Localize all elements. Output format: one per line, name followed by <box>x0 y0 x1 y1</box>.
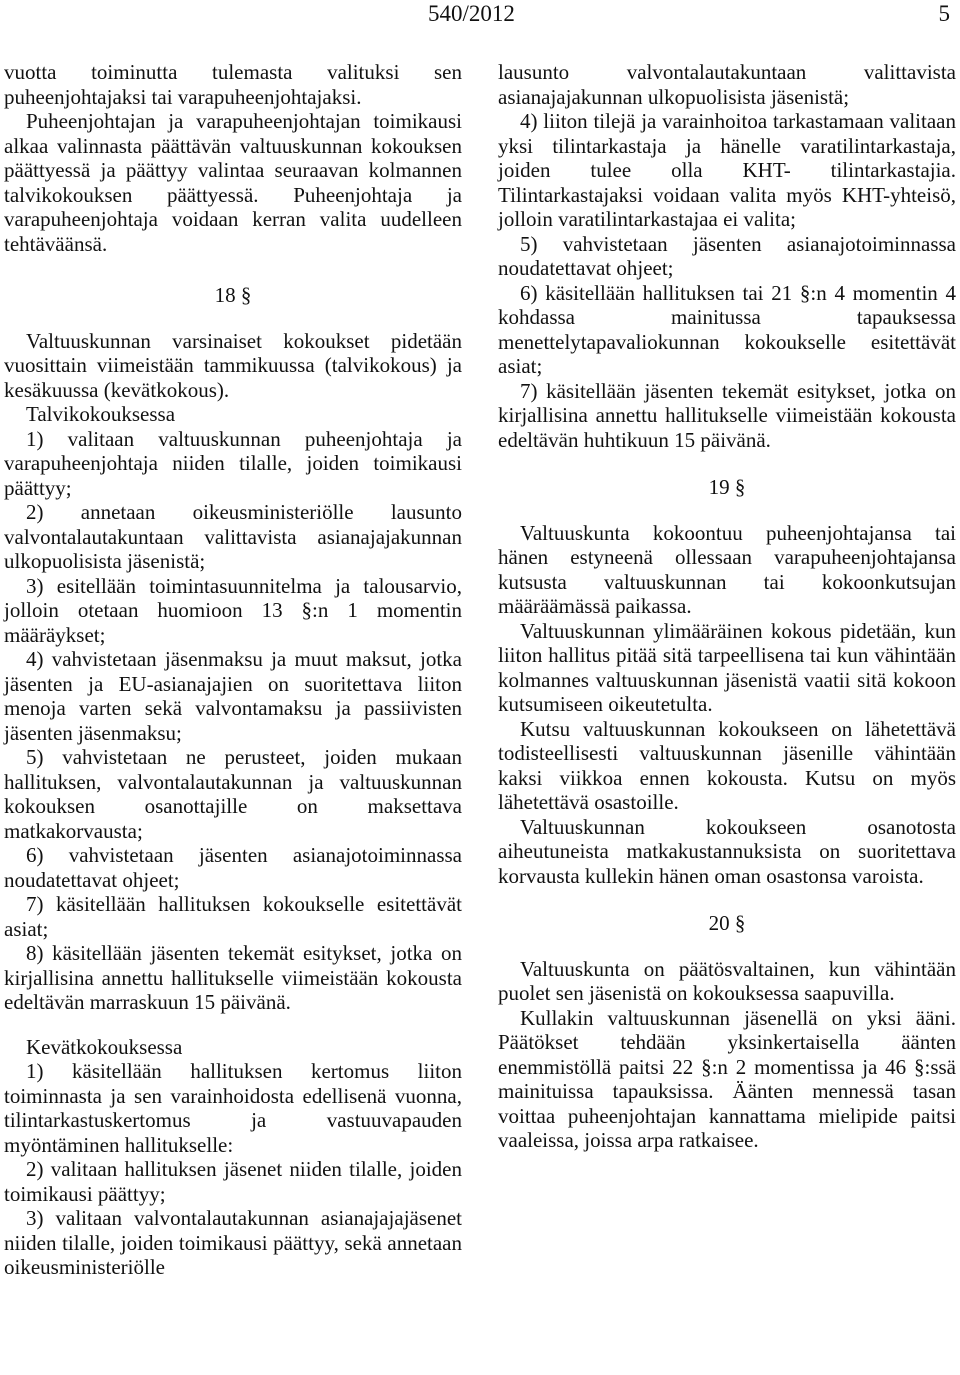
list-item: 2) valitaan hallituksen jäsenet niiden tilalle, joiden toimikausi päättyy; <box>4 1157 462 1206</box>
list-item: 1) käsitellään hallituksen kertomus liiton toiminnasta ja sen varainhoidosta edellisenä vuonna, tilintarkastuskertomus ja vastuuvapauden myöntäminen hallitukselle: <box>4 1059 462 1157</box>
right-column <box>498 60 956 1153</box>
list-item: 5) vahvistetaan ne perusteet, joiden mukaan hallituksen, valvontalautakunnan ja valtuuskunnan kokouksen osanottajille on maksettava matkakorvausta; <box>4 745 462 843</box>
list-item: 3) valitaan valvontalautakunnan asianajajajäsenet niiden tilalle, joiden toimikausi päättyy, sekä annetaan oikeusministeriölle <box>4 1206 462 1279</box>
list-item: 6) käsitellään hallituksen tai 21 §:n 4 momentin 4 kohdassa mainitussa tapauksessa menettelytapavaliokunnan kokoukselle esitettävät asiat; <box>498 280 956 378</box>
list-item: 7) käsitellään jäsenten tekemät esitykset, jotka on kirjallisina annettu hallitukselle viimeistään kokousta edeltävän huhtikuun 15 päivänä. <box>498 378 956 452</box>
paragraph: Valtuuskunta on päätösvaltainen, kun vähintään puolet sen jäsenistä on kokouksessa saapuvilla. <box>498 956 956 1005</box>
list-item: 8) käsitellään jäsenten tekemät esitykset, jotka on kirjallisina annettu hallitukselle viimeistään kokousta edeltävän marraskuun 15 päivänä. <box>4 941 462 1014</box>
paragraph: Valtuuskunnan ylimääräinen kokous pidetään, kun liiton hallitus pitää sitä tarpeellisena tai kun vähintään kolmannes valtuuskunnan jäsenistä vaatii sitä kokoon kutsumiseen oikeutetulta. <box>498 618 956 716</box>
paragraph: Kevätkokouksessa <box>26 1034 183 1059</box>
page-number: 5 <box>938 1 950 26</box>
list-item: 1) valitaan valtuuskunnan puheenjohtaja ja varapuheenjohtaja niiden tilalle, joiden toimikausi päättyy; <box>4 426 462 500</box>
paragraph: Puheenjohtajan ja varapuheenjohtajan toimikausi alkaa valinnasta päättävän valtuuskunnan kokouksen päättyessä ja päättyy valintaa seuraavan kolmannen talvikokouksen päättyessä. Puheenjohtaja ja varapuheenjohtaja voidaan kerran valita uudelleen tehtäväänsä. <box>4 109 462 256</box>
paragraph: Valtuuskunta kokoontuu puheenjohtajansa tai hänen estyneenä ollessaan varapuheenjohtajansa kutsusta valtuuskunnan tai kokoonkutsujan määräämässä paikassa. <box>498 520 956 618</box>
paragraph: Kutsu valtuuskunnan kokoukseen on lähetettävä todisteellisesti valtuuskunnan jäsenille vähintään kaksi viikkoa ennen kokousta. Kutsu on myös lähetettävä osastoille. <box>498 716 956 814</box>
paragraph: vuotta toiminutta tulemasta valituksi sen puheenjohtajaksi tai varapuheenjohtajaksi. <box>4 60 462 109</box>
list-item: 2) annetaan oikeusministeriölle lausunto valvontalautakuntaan valittavista asianajajakunnan ulkopuolisista jäsenistä; <box>4 500 462 573</box>
list-item: 4) vahvistetaan jäsenmaksu ja muut maksut, jotka jäsenten ja EU-asianajajien on suoritettava liiton menoja varten sekä valvontamaksu ja passiivisten jäsenten jäsenmaksu; <box>4 647 462 745</box>
list-item: 7) käsitellään hallituksen kokoukselle esitettävät asiat; <box>4 892 462 941</box>
section-heading-20: 20 § <box>708 911 746 935</box>
list-item: 3) esitellään toimintasuunnitelma ja talousarvio, jolloin otetaan huomioon 13 §:n 1 momentin määräykset; <box>4 573 462 647</box>
list-item: 4) liiton tilejä ja varainhoitoa tarkastamaan valitaan yksi tilintarkastaja ja hänelle varatilintarkastaja, joiden tulee olla KHT- tilintarkastajia. Tilintarkastajaksi voidaan valita myös KHT-yhteisö, jolloin varatilintarkastajaa ei valita; <box>498 109 956 231</box>
list-item: 5) vahvistetaan jäsenten asianajotoiminnassa noudatettavat ohjeet; <box>498 231 956 280</box>
paragraph: Kullakin valtuuskunnan jäsenellä on yksi ääni. Päätökset tehdään yksinkertaisella äänten enemmistöllä paitsi 22 §:n 2 momentissa ja 46 §:ssä mainituissa tapauksissa. Äänten mennessä tasan voittaa puheenjohtajan kannattama mielipide paitsi vaaleissa, joissa arpa ratkaisee. <box>498 1005 956 1152</box>
section-heading-19: 19 § <box>708 475 746 499</box>
publication-number: 540/2012 <box>428 1 515 26</box>
section-heading-18: 18 § <box>214 283 252 307</box>
left-column <box>4 60 462 1280</box>
list-item: 6) vahvistetaan jäsenten asianajotoiminnassa noudatettavat ohjeet; <box>4 843 462 892</box>
paragraph: Valtuuskunnan kokoukseen osanotosta aiheutuneista matkakustannuksista on suoritettava korvausta kullekin hänen oman osastonsa varoista. <box>498 814 956 888</box>
paragraph: Valtuuskunnan varsinaiset kokoukset pidetään vuosittain viimeistään tammikuussa (talvikokous) ja kesäkuussa (kevätkokous). <box>4 328 462 402</box>
paragraph: lausunto valvontalautakuntaan valittavista asianajajakunnan ulkopuolisista jäsenistä; <box>498 60 956 109</box>
paragraph: Talvikokouksessa <box>26 402 176 426</box>
page-header <box>0 0 960 36</box>
